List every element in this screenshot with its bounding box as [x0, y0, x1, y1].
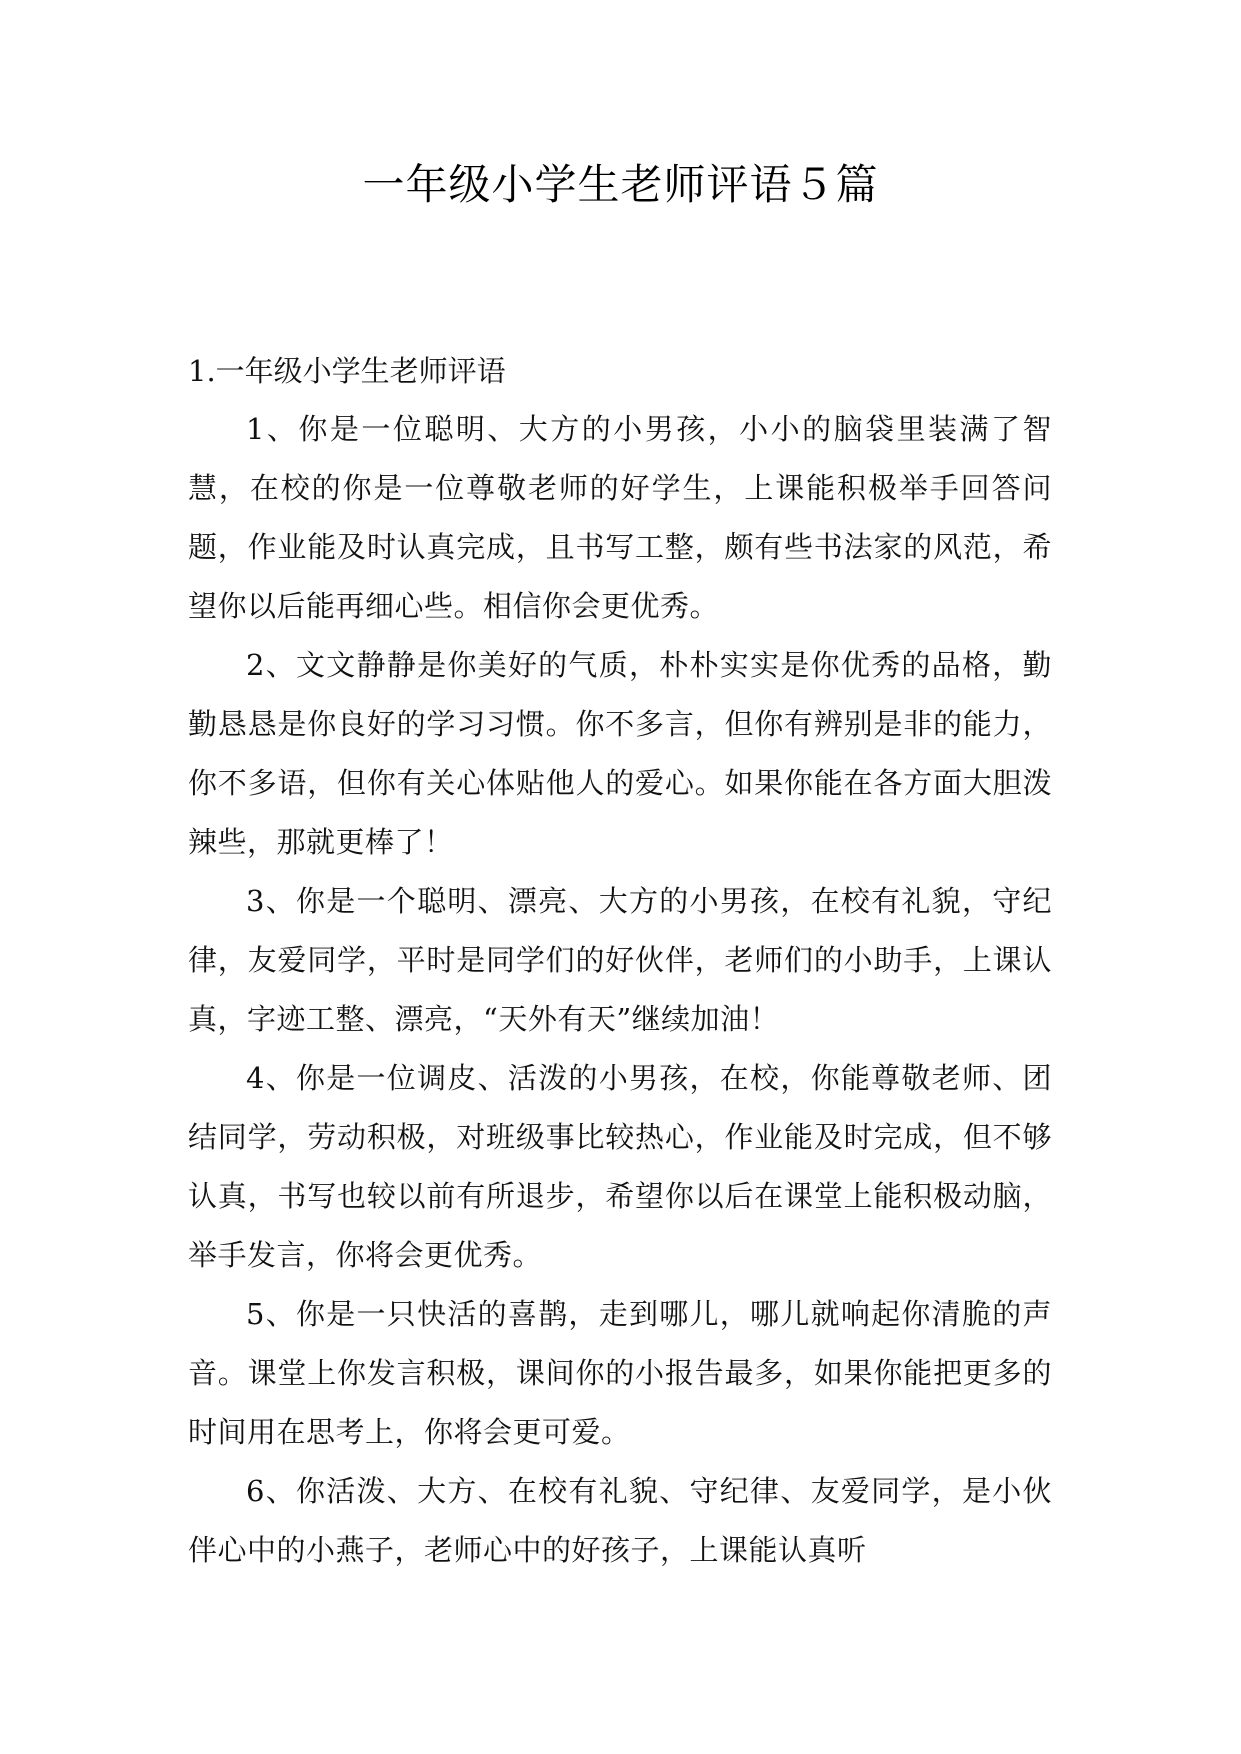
comment-paragraph-6: 6、你活泼、大方、在校有礼貌、守纪律、友爱同学，是小伙伴心中的小燕子，老师心中的好孩子，上课能认真听: [188, 1474, 1052, 1567]
comment-paragraph-1: 1、你是一位聪明、大方的小男孩，小小的脑袋里装满了智慧，在校的你是一位尊敬老师的好学生，上课能积极举手回答问题，作业能及时认真完成，且书写工整，颇有些书法家的风范，希望你以后能再细心些。相信你会更优秀。: [188, 412, 1052, 623]
comment-paragraph-4: 4、你是一位调皮、活泼的小男孩，在校，你能尊敬老师、团结同学，劳动积极，对班级事比较热心，作业能及时完成，但不够认真，书写也较以前有所退步，希望你以后在课堂上能积极动脑，举手发言，你将会更优秀。: [188, 1061, 1052, 1272]
document-body: [188, 342, 1052, 1580]
comment-paragraph-3: 3、你是一个聪明、漂亮、大方的小男孩，在校有礼貌，守纪律，友爱同学，平时是同学们的好伙伴，老师们的小助手，上课认真，字迹工整、漂亮，“天外有天”继续加油！: [188, 884, 1052, 1036]
section-heading: 1.一年级小学生老师评语: [188, 354, 506, 388]
comment-paragraph-5: 5、你是一只快活的喜鹊，走到哪儿，哪儿就响起你清脆的声音。课堂上你发言积极，课间你的小报告最多，如果你能把更多的时间用在思考上，你将会更可爱。: [188, 1297, 1052, 1449]
document-title: 一年级小学生老师评语５篇: [362, 160, 879, 209]
comment-paragraph-2: 2、文文静静是你美好的气质，朴朴实实是你优秀的品格，勤勤恳恳是你良好的学习习惯。你不多言，但你有辨别是非的能力，你不多语，但你有关心体贴他人的爱心。如果你能在各方面大胆泼辣些，那就更棒了！: [188, 648, 1052, 859]
